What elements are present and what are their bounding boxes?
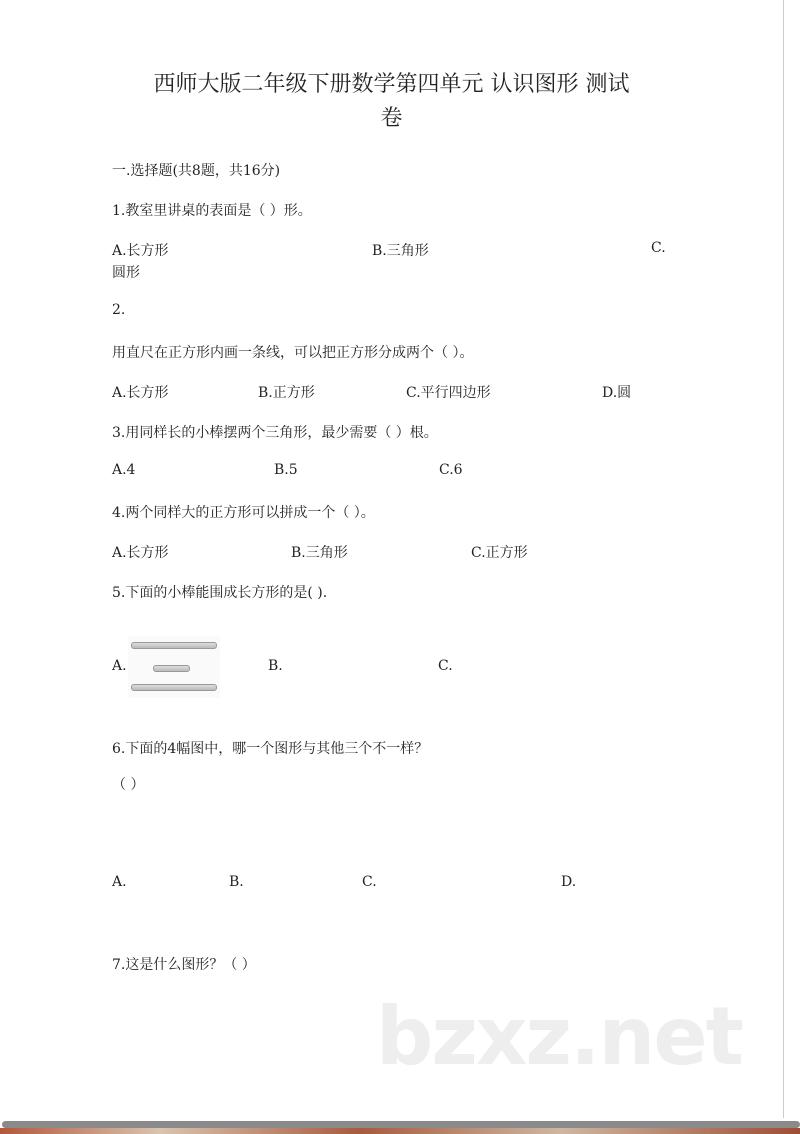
q2-option-b: B.正方形 [258, 385, 315, 401]
q6-option-c: C. [362, 874, 377, 890]
stick-long [131, 642, 217, 649]
question-7: 7.这是什么图形？（ ） [112, 957, 256, 973]
q4-option-c: C.正方形 [471, 545, 528, 561]
question-4: 4.两个同样大的正方形可以拼成一个（ ）。 [112, 505, 375, 521]
question-1: 1.教室里讲桌的表面是（ ）形。 [112, 203, 312, 219]
horizontal-scrollbar[interactable] [2, 1121, 800, 1128]
q2-option-a: A.长方形 [112, 385, 169, 401]
q6-option-a: A. [112, 874, 127, 890]
background-strip [0, 1128, 800, 1134]
section-heading: 一.选择题(共8题，共16分) [112, 163, 281, 179]
q5-option-c: C. [438, 658, 453, 674]
sticks-image [128, 636, 220, 698]
question-2: 用直尺在正方形内画一条线，可以把正方形分成两个（ ）。 [112, 345, 474, 361]
q6-option-b: B. [229, 874, 244, 890]
q3-option-c: C.6 [439, 462, 463, 478]
page-title [0, 68, 783, 136]
question-5: 5.下面的小棒能围成长方形的是( ). [112, 585, 328, 601]
q3-option-a: A.4 [112, 462, 136, 478]
q5-option-a: A. [112, 658, 127, 674]
title-line-2: 卷 [380, 106, 403, 131]
q4-option-b: B.三角形 [291, 545, 348, 561]
watermark: bzxz.net [376, 990, 742, 1083]
q5-option-b: B. [268, 658, 283, 674]
q2-option-d: D.圆 [602, 385, 632, 401]
q1-option-c-text: 圆形 [112, 265, 140, 281]
stick-short [153, 665, 190, 672]
q3-option-b: B.5 [274, 462, 298, 478]
q6-blank: （ ） [112, 777, 145, 793]
q1-option-a: A.长方形 [112, 243, 169, 259]
q6-option-d: D. [561, 874, 577, 890]
question-6: 6.下面的4幅图中，哪一个图形与其他三个不一样？ [112, 741, 429, 757]
question-2-number: 2. [112, 302, 126, 318]
question-3: 3.用同样长的小棒摆两个三角形，最少需要（ ）根。 [112, 425, 438, 441]
stick-long [131, 684, 217, 691]
q1-option-b: B.三角形 [372, 243, 429, 259]
q4-option-a: A.长方形 [112, 545, 169, 561]
q2-option-c: C.平行四边形 [406, 385, 491, 401]
title-line-1: 西师大版二年级下册数学第四单元 认识图形 测试 [153, 72, 630, 97]
q1-option-c: C. [651, 240, 666, 256]
